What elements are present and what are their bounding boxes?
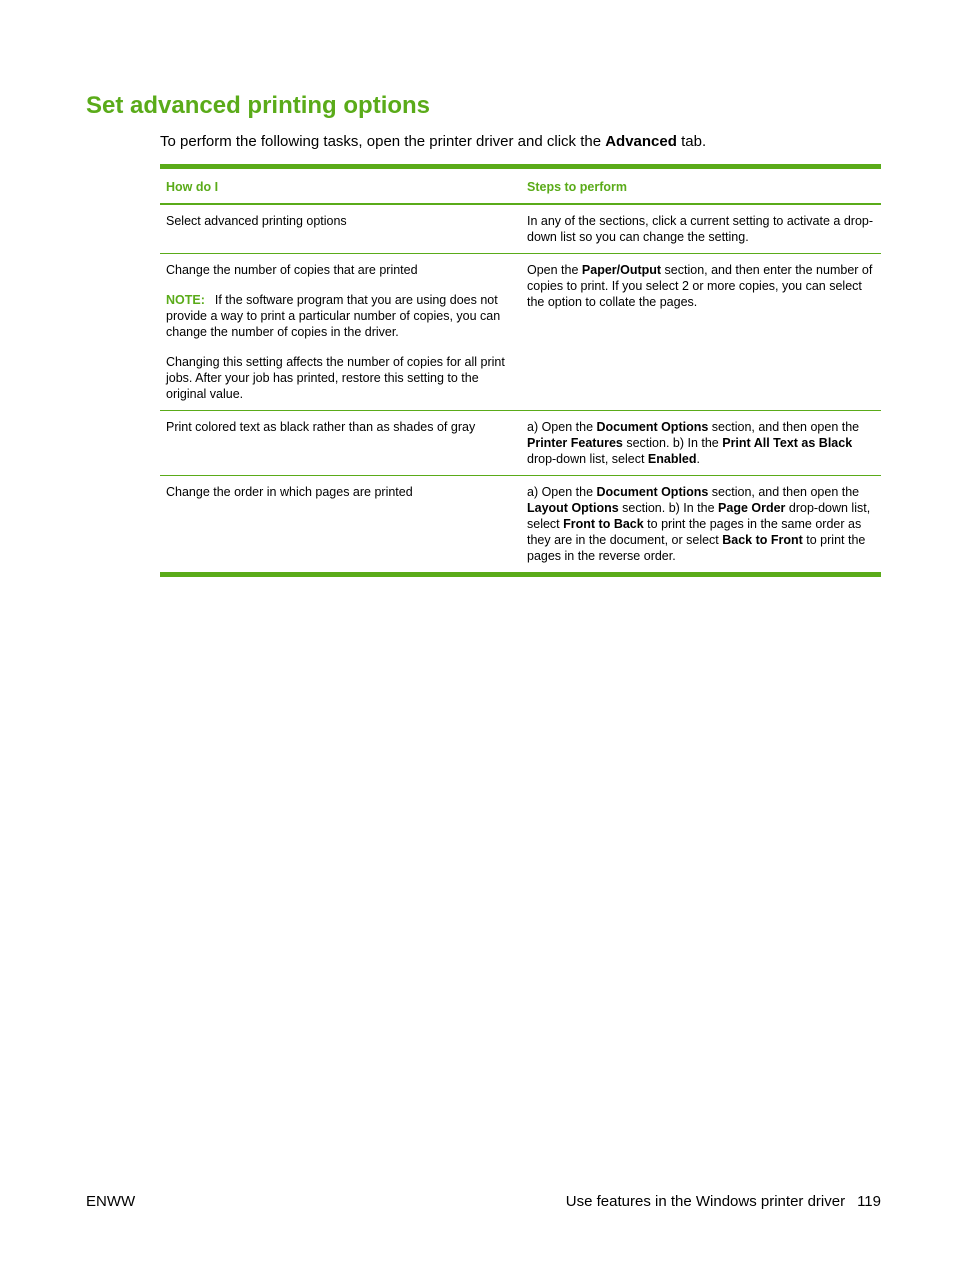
task-text: Change the number of copies that are printed: [166, 263, 418, 277]
options-table-container: [160, 164, 881, 577]
steps-segment: section, and then open the: [708, 420, 860, 434]
steps-segment: a) Open the: [527, 420, 597, 434]
steps-bold-term: Print All Text as Black: [722, 436, 853, 450]
task-cell: [160, 204, 521, 254]
table-row: [160, 411, 881, 476]
steps-bold-term: Enabled: [647, 452, 697, 466]
note-label: NOTE:: [166, 293, 205, 307]
table-row: [160, 254, 881, 411]
header-how-do-i: How do I: [166, 180, 219, 194]
task-text: Select advanced printing options: [166, 214, 347, 228]
task-text: Print colored text as black rather than as shades of gray: [166, 420, 476, 434]
steps-bold-term: Paper/Output: [581, 263, 662, 277]
steps-cell: [521, 254, 881, 411]
intro-before: To perform the following tasks, open the printer driver and click the: [160, 133, 606, 150]
header-steps-to-perform: Steps to perform: [527, 180, 628, 194]
steps-segment: to print the pages in the same order as they are in the document, or select: [527, 517, 862, 547]
steps-bold-term: Document Options: [596, 420, 709, 434]
task-extra-text: Changing this setting affects the number of copies for all print jobs. After your job has printed, restore this setting to the original value.: [166, 355, 505, 401]
footer-right: [566, 1193, 881, 1210]
steps-segment: section. b) In the: [618, 501, 719, 515]
steps-bold-term: Printer Features: [527, 436, 623, 450]
steps-text: [527, 484, 875, 564]
table-body: [160, 204, 881, 575]
steps-bold-term: Front to Back: [563, 517, 644, 531]
steps-bold-term: Layout Options: [527, 501, 619, 515]
steps-cell: [521, 476, 881, 575]
task-cell: [160, 411, 521, 476]
steps-text: [527, 419, 875, 467]
note: [166, 292, 515, 340]
steps-segment: a) Open the: [527, 485, 597, 499]
page-title: Set advanced printing options: [86, 92, 431, 119]
steps-segment: drop-down list, select: [527, 452, 648, 466]
intro-text: [160, 133, 706, 151]
steps-text: [527, 262, 875, 310]
steps-bold-term: Back to Front: [722, 533, 803, 547]
steps-cell: [521, 411, 881, 476]
steps-segment: section, and then enter the number of copies to print. If you select 2 or more copies, you can select the option to collate the pages.: [527, 263, 873, 309]
page-number: 119: [857, 1193, 881, 1210]
table-row: [160, 204, 881, 254]
steps-cell: [521, 204, 881, 254]
options-table: [160, 164, 881, 577]
steps-bold-term: Document Options: [596, 485, 709, 499]
steps-bold-term: Page Order: [718, 501, 786, 515]
intro-bold: Advanced: [605, 133, 677, 150]
note-text: If the software program that you are using does not provide a way to print a particular number of copies, you can change the number of copies in the driver.: [166, 293, 501, 339]
steps-segment: section, and then open the: [708, 485, 860, 499]
table-row: [160, 476, 881, 575]
steps-segment: drop-down list, select: [527, 501, 871, 531]
task-cell: [160, 254, 521, 411]
footer-section-title: Use features in the Windows printer driver: [565, 1193, 846, 1210]
steps-segment: .: [696, 452, 700, 466]
task-cell: [160, 476, 521, 575]
table-header-row: [160, 167, 881, 205]
footer-left: ENWW: [86, 1193, 136, 1210]
task-text: Change the order in which pages are printed: [166, 485, 413, 499]
steps-segment: to print the pages in the reverse order.: [527, 533, 866, 563]
steps-segment: Open the: [527, 263, 582, 277]
steps-segment: In any of the sections, click a current setting to activate a drop-down list so you can change the setting.: [527, 214, 874, 244]
steps-text: [527, 213, 875, 245]
steps-segment: section. b) In the: [622, 436, 723, 450]
intro-after: tab.: [676, 133, 707, 150]
